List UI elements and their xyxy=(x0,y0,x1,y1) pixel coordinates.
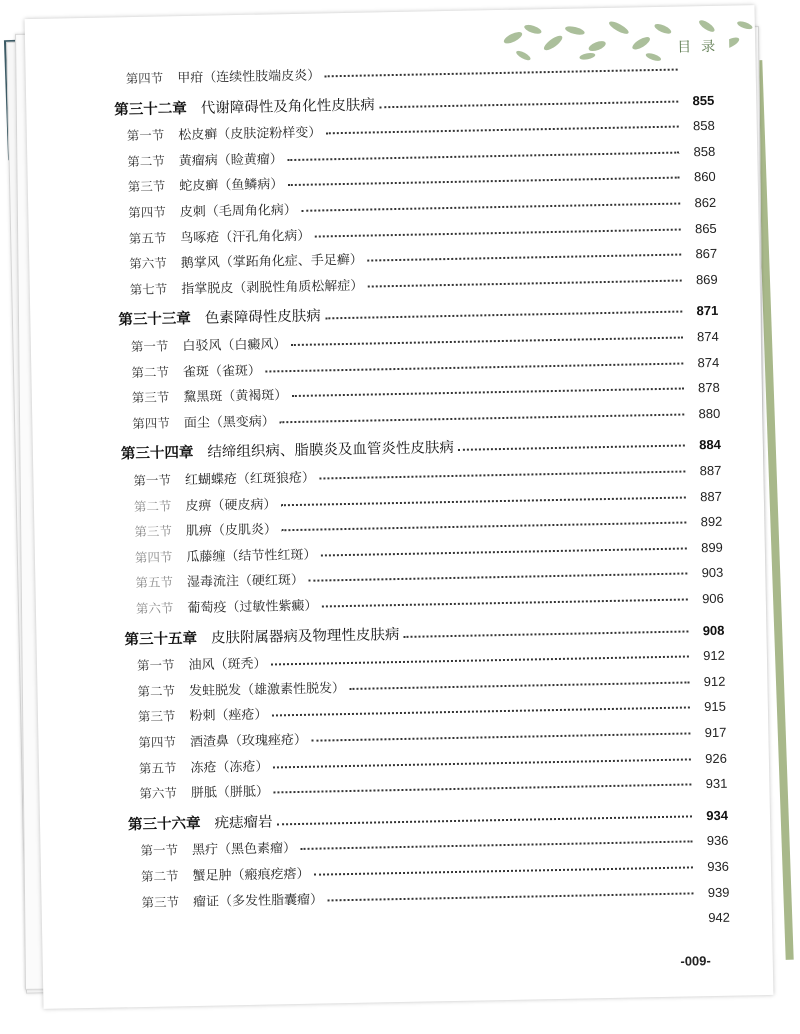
toc-page-number: 867 xyxy=(695,246,718,262)
toc-entry-number: 第二节 xyxy=(133,497,172,514)
toc-entry-number: 第六节 xyxy=(129,255,167,272)
toc-entry-number: 第七节 xyxy=(129,281,168,297)
toc-entry-number: 第六节 xyxy=(135,600,174,617)
toc-entry-number: 第四节 xyxy=(128,204,166,221)
toc-entry-number: 第四节 xyxy=(125,70,164,87)
toc-dot-leader xyxy=(314,866,693,875)
toc-entry-title: 蛇皮癣（鱼鳞病） xyxy=(179,177,284,195)
page-header-title: 目录 xyxy=(673,36,729,57)
toc-page-number: 887 xyxy=(699,462,722,479)
toc-page-number: 942 xyxy=(708,909,731,926)
toc-page-number: 860 xyxy=(693,169,716,185)
toc-page-number: 874 xyxy=(696,328,719,345)
toc-entry-number: 第四节 xyxy=(132,415,170,431)
toc-page-number: 869 xyxy=(695,271,718,288)
toc-page-number: 855 xyxy=(692,92,715,108)
toc-page-number: 862 xyxy=(694,194,717,211)
toc-entry-title: 红蝴蝶疮（红斑狼疮） xyxy=(184,470,316,489)
toc-page xyxy=(25,5,774,1009)
toc-dot-leader xyxy=(324,69,677,78)
toc-dot-leader xyxy=(273,784,691,794)
toc-entry-title: 指掌脱皮（剥脱性角质松解症） xyxy=(181,278,364,297)
toc-page-number: 912 xyxy=(703,673,726,689)
toc-entry-number: 第五节 xyxy=(128,230,167,246)
toc-entry-title: 酒渣鼻（玫瑰痤疮） xyxy=(189,732,308,751)
toc-dot-leader xyxy=(277,815,692,825)
toc-entry-number: 第三节 xyxy=(134,523,173,540)
toc-page-number: 939 xyxy=(707,884,730,900)
toc-dot-leader xyxy=(271,707,689,717)
toc-dot-leader xyxy=(271,656,689,666)
toc-entry-number: 第三节 xyxy=(127,178,166,195)
page-number: -009- xyxy=(680,953,711,969)
toc-entry-title: 粉刺（痤疮） xyxy=(189,707,268,725)
toc-page-number: 858 xyxy=(693,143,716,160)
toc-entry-number: 第一节 xyxy=(140,842,179,859)
toc-entry-title: 黑疔（黑色素瘤） xyxy=(191,841,297,859)
toc-dot-leader xyxy=(367,279,681,287)
toc-entry-title: 葡萄疫（过敏性紫癜） xyxy=(187,598,318,617)
toc-entry-title: 结缔组织病、脂膜炎及血管炎性皮肤病 xyxy=(207,440,455,462)
toc-dot-leader xyxy=(325,311,682,320)
toc-dot-leader xyxy=(403,630,688,637)
toc-dot-leader xyxy=(300,841,692,851)
toc-page-number: 934 xyxy=(706,807,729,823)
toc-entry-title: 雀斑（雀斑） xyxy=(182,363,262,380)
toc-page-number: 936 xyxy=(706,833,729,849)
toc-entry-title: 鹅掌风（掌跖角化症、手足癣） xyxy=(180,252,363,272)
toc-entry-title: 皮刺（毛周角化病） xyxy=(179,202,297,221)
toc-page-number: 899 xyxy=(700,539,723,556)
toc-entry-number: 第三十二章 xyxy=(114,99,187,118)
toc-entry-title: 油风（斑秃） xyxy=(188,656,267,674)
toc-dot-leader xyxy=(320,547,686,556)
toc-dot-leader xyxy=(265,362,683,372)
toc-entry-title: 肌痹（皮肌炎） xyxy=(185,522,278,540)
toc-entry-title: 代谢障碍性及角化性皮肤病 xyxy=(200,96,375,117)
toc-dot-leader xyxy=(311,732,690,741)
toc-entry-title: 白驳风（白癜风） xyxy=(182,337,287,355)
toc-page-number: 936 xyxy=(707,858,730,875)
toc-page-number: 915 xyxy=(704,699,727,715)
toc-dot-leader xyxy=(287,151,679,161)
toc-entry-title: 疣痣瘤岩 xyxy=(214,814,273,832)
toc-entry-number: 第二节 xyxy=(140,868,179,885)
toc-entry-number: 第三节 xyxy=(131,389,170,406)
toc-dot-leader xyxy=(272,758,690,768)
toc-dot-leader xyxy=(290,337,682,347)
toc-entry-number: 第一节 xyxy=(136,657,175,674)
toc-dot-leader xyxy=(367,254,681,262)
toc-entry-number: 第二节 xyxy=(137,683,176,699)
toc-entry-number: 第四节 xyxy=(138,734,177,751)
toc-page-number: 931 xyxy=(705,775,728,792)
toc-dot-leader xyxy=(287,177,679,187)
toc-page-number: 858 xyxy=(692,118,715,134)
toc-entry-title: 黄瘤病（睑黄瘤） xyxy=(178,151,283,169)
toc-entry-number: 第三十五章 xyxy=(124,629,198,648)
toc-entry-title: 面尘（黑变病） xyxy=(183,414,276,431)
toc-dot-leader xyxy=(325,126,678,135)
toc-page-number: 884 xyxy=(699,437,722,453)
toc-page-number: 903 xyxy=(701,565,724,581)
toc-entry-title: 鸟啄疮（汗孔角化病） xyxy=(180,228,311,246)
toc-dot-leader xyxy=(308,573,687,582)
toc-dot-leader xyxy=(379,100,678,108)
toc-entry-number: 第六节 xyxy=(139,785,178,802)
toc-entry-row xyxy=(113,52,713,88)
toc-page-number: 926 xyxy=(705,750,728,766)
toc-entry-number: 第三十三章 xyxy=(118,310,192,329)
toc-entry-number: 第三十六章 xyxy=(127,814,201,834)
toc-dot-leader xyxy=(280,496,685,506)
toc-entry-title: 胼胝（胼胝） xyxy=(190,784,270,802)
toc-entry-number: 第一节 xyxy=(126,127,165,144)
toc-dot-leader xyxy=(314,228,680,237)
toc-dot-leader xyxy=(458,445,685,451)
toc-dot-leader xyxy=(301,203,680,212)
toc-entry-title: 瘤证（多发性脂囊瘤） xyxy=(192,892,324,910)
toc-entry-title: 蟹足肿（瘢痕疙瘩） xyxy=(192,866,310,885)
toc-page-number: 906 xyxy=(701,590,724,607)
toc-dot-leader xyxy=(321,598,687,607)
toc-page-number: 880 xyxy=(698,405,721,422)
toc-entry-number: 第一节 xyxy=(133,472,172,489)
toc-page-number: 887 xyxy=(700,488,722,504)
toc-entry-title: 甲疳（连续性肢端皮炎） xyxy=(177,68,321,87)
toc-entry-title: 湿毒流注（硬红斑） xyxy=(186,573,305,591)
toc-entry-number: 第二节 xyxy=(131,363,170,380)
toc-dot-leader xyxy=(319,470,685,479)
table-of-contents xyxy=(113,52,731,926)
toc-entry-title: 松皮癣（皮肤淀粉样变） xyxy=(178,125,322,144)
toc-entry-number: 第三节 xyxy=(137,708,176,725)
toc-entry-number: 第五节 xyxy=(135,574,174,591)
toc-page-number: 917 xyxy=(704,724,727,741)
toc-dot-leader xyxy=(281,522,686,532)
toc-dot-leader xyxy=(279,413,684,423)
toc-entry-title: 皮痹（硬皮病） xyxy=(185,496,277,514)
toc-entry-title: 发蛀脱发（雄激素性脱发） xyxy=(188,680,346,699)
toc-entry-title: 冻疮（冻疮） xyxy=(190,759,269,776)
toc-entry-title: 黧黑斑（黄褐斑） xyxy=(183,388,288,406)
toc-page-number xyxy=(684,76,714,77)
toc-page-number: 865 xyxy=(694,220,717,236)
toc-entry-title: 色素障碍性皮肤病 xyxy=(204,308,321,328)
toc-page-number: 874 xyxy=(697,354,720,370)
toc-dot-leader xyxy=(327,892,693,901)
toc-entry-title: 皮肤附属器病及物理性皮肤病 xyxy=(210,626,400,647)
toc-page-number: 912 xyxy=(703,647,726,664)
toc-dot-leader xyxy=(349,681,689,690)
toc-entry-title: 瓜藤缠（结节性红斑） xyxy=(186,547,317,565)
toc-entry-number: 第一节 xyxy=(130,338,169,355)
toc-entry-number: 第四节 xyxy=(134,549,173,565)
toc-page-number: 892 xyxy=(700,513,723,530)
toc-page-number: 878 xyxy=(697,380,720,396)
toc-entry-number: 第三节 xyxy=(141,893,180,910)
toc-page-number: 871 xyxy=(696,303,719,319)
toc-page-number: 908 xyxy=(702,622,725,638)
toc-dot-leader xyxy=(291,388,683,398)
toc-entry-number: 第二节 xyxy=(127,153,165,169)
toc-entry-number: 第五节 xyxy=(138,759,177,776)
toc-entry-number: 第三十四章 xyxy=(120,444,194,463)
